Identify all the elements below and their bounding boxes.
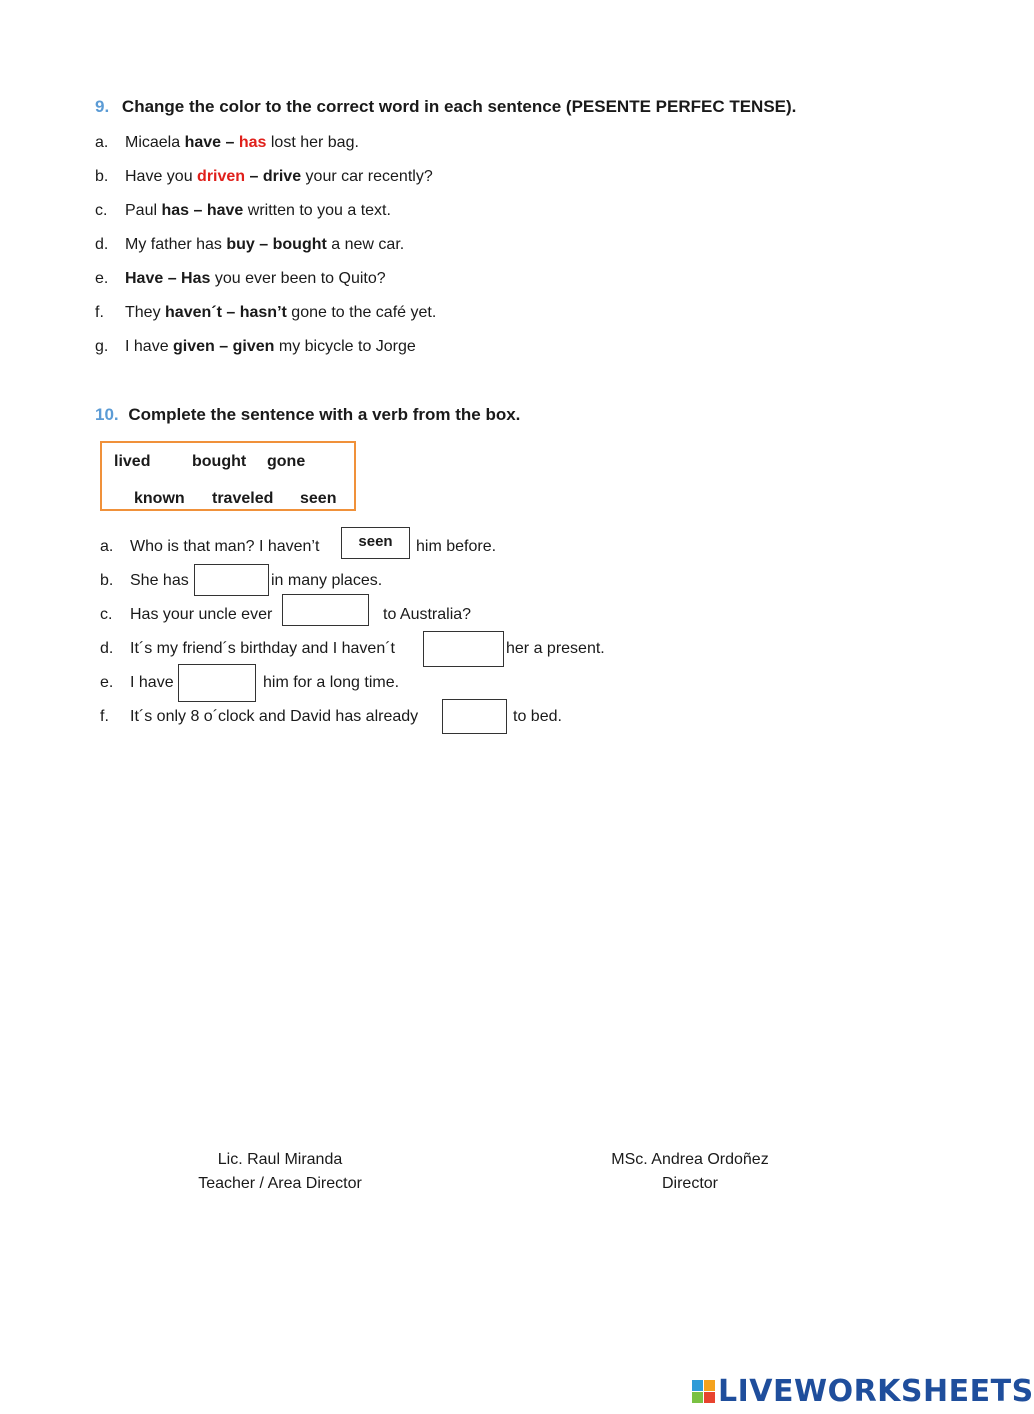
answer-blank[interactable] xyxy=(194,564,269,596)
q9-item-e: e. Have – Has you ever been to Quito? xyxy=(95,270,386,287)
answer-blank[interactable] xyxy=(423,631,504,667)
option-1[interactable]: buy xyxy=(226,236,255,253)
item-letter: e. xyxy=(95,270,109,287)
q10-item-f: f. It´s only 8 o´clock and David has already xyxy=(100,708,419,725)
option-2[interactable]: bought xyxy=(272,236,327,253)
q9-item-a: a. Micaela have – has lost her bag. xyxy=(95,134,359,151)
question-title: Change the color to the correct word in each sentence (PESENTE PERFEC TENSE). xyxy=(121,97,797,116)
question-10-heading xyxy=(95,405,520,425)
option-1[interactable]: driven xyxy=(197,168,246,185)
answer-blank[interactable] xyxy=(282,594,369,626)
option-1[interactable]: has xyxy=(161,202,190,219)
q9-item-b: b. Have you driven – drive your car recently? xyxy=(95,168,433,185)
item-letter: c. xyxy=(100,606,113,623)
signature-name: MSc. Andrea Ordoñez xyxy=(611,1151,769,1168)
word-option: traveled xyxy=(212,490,274,507)
answer-blank[interactable] xyxy=(178,664,256,702)
option-1[interactable]: given xyxy=(173,338,215,355)
q10-item-e: e. I have xyxy=(100,674,174,691)
item-letter: b. xyxy=(95,168,109,185)
word-option: lived xyxy=(114,453,151,470)
logo-icon xyxy=(692,1380,715,1403)
option-2[interactable]: given xyxy=(232,338,275,355)
q9-item-c: c. Paul has – have written to you a text. xyxy=(95,202,391,219)
item-letter: b. xyxy=(100,572,114,589)
item-letter: d. xyxy=(100,640,114,657)
item-letter: d. xyxy=(95,236,109,253)
option-2[interactable]: drive xyxy=(262,168,302,185)
liveworksheets-logo xyxy=(692,1374,1034,1409)
signature-right xyxy=(580,1148,800,1196)
item-letter: f. xyxy=(95,304,104,321)
signature-name: Lic. Raul Miranda xyxy=(217,1151,343,1168)
signature-left xyxy=(170,1148,390,1196)
q9-item-g: g. I have given – given my bicycle to Jorge xyxy=(95,338,416,355)
word-option: seen xyxy=(300,490,337,507)
question-title: Complete the sentence with a verb from the box. xyxy=(128,405,521,424)
logo-text: LIVEWORKSHEETS xyxy=(718,1374,1034,1409)
question-number: 9. xyxy=(95,97,110,116)
option-2[interactable]: hasn’t xyxy=(239,304,287,321)
option-1[interactable]: Have xyxy=(125,270,164,287)
option-1[interactable]: have xyxy=(184,134,222,151)
answer-blank[interactable]: seen xyxy=(341,527,410,559)
word-option: known xyxy=(134,490,185,507)
option-2[interactable]: has xyxy=(238,134,267,151)
option-2[interactable]: have xyxy=(206,202,244,219)
word-option: bought xyxy=(192,453,247,470)
item-letter: a. xyxy=(95,134,109,151)
q10-item-d: d. It´s my friend´s birthday and I haven´t xyxy=(100,640,395,657)
item-letter: c. xyxy=(95,202,108,219)
item-letter: e. xyxy=(100,674,114,691)
q9-item-f: f. They haven´t – hasn’t gone to the café yet. xyxy=(95,304,437,321)
word-box xyxy=(100,441,356,511)
question-number: 10. xyxy=(95,405,119,424)
item-letter: g. xyxy=(95,338,109,355)
item-letter: f. xyxy=(100,708,109,725)
word-option: gone xyxy=(267,453,306,470)
signature-role: Teacher / Area Director xyxy=(198,1175,362,1192)
answer-blank[interactable] xyxy=(442,699,507,734)
option-2[interactable]: Has xyxy=(181,270,211,287)
q10-item-c: c. Has your uncle ever xyxy=(100,606,273,623)
item-letter: a. xyxy=(100,538,114,555)
q10-item-b: b. She has xyxy=(100,572,189,589)
q10-item-a: a. Who is that man? I haven’t xyxy=(100,538,320,555)
option-1[interactable]: haven´t xyxy=(165,304,222,321)
q9-item-d: d. My father has buy – bought a new car. xyxy=(95,236,405,253)
question-9-heading xyxy=(95,97,796,117)
signature-role: Director xyxy=(661,1175,718,1192)
